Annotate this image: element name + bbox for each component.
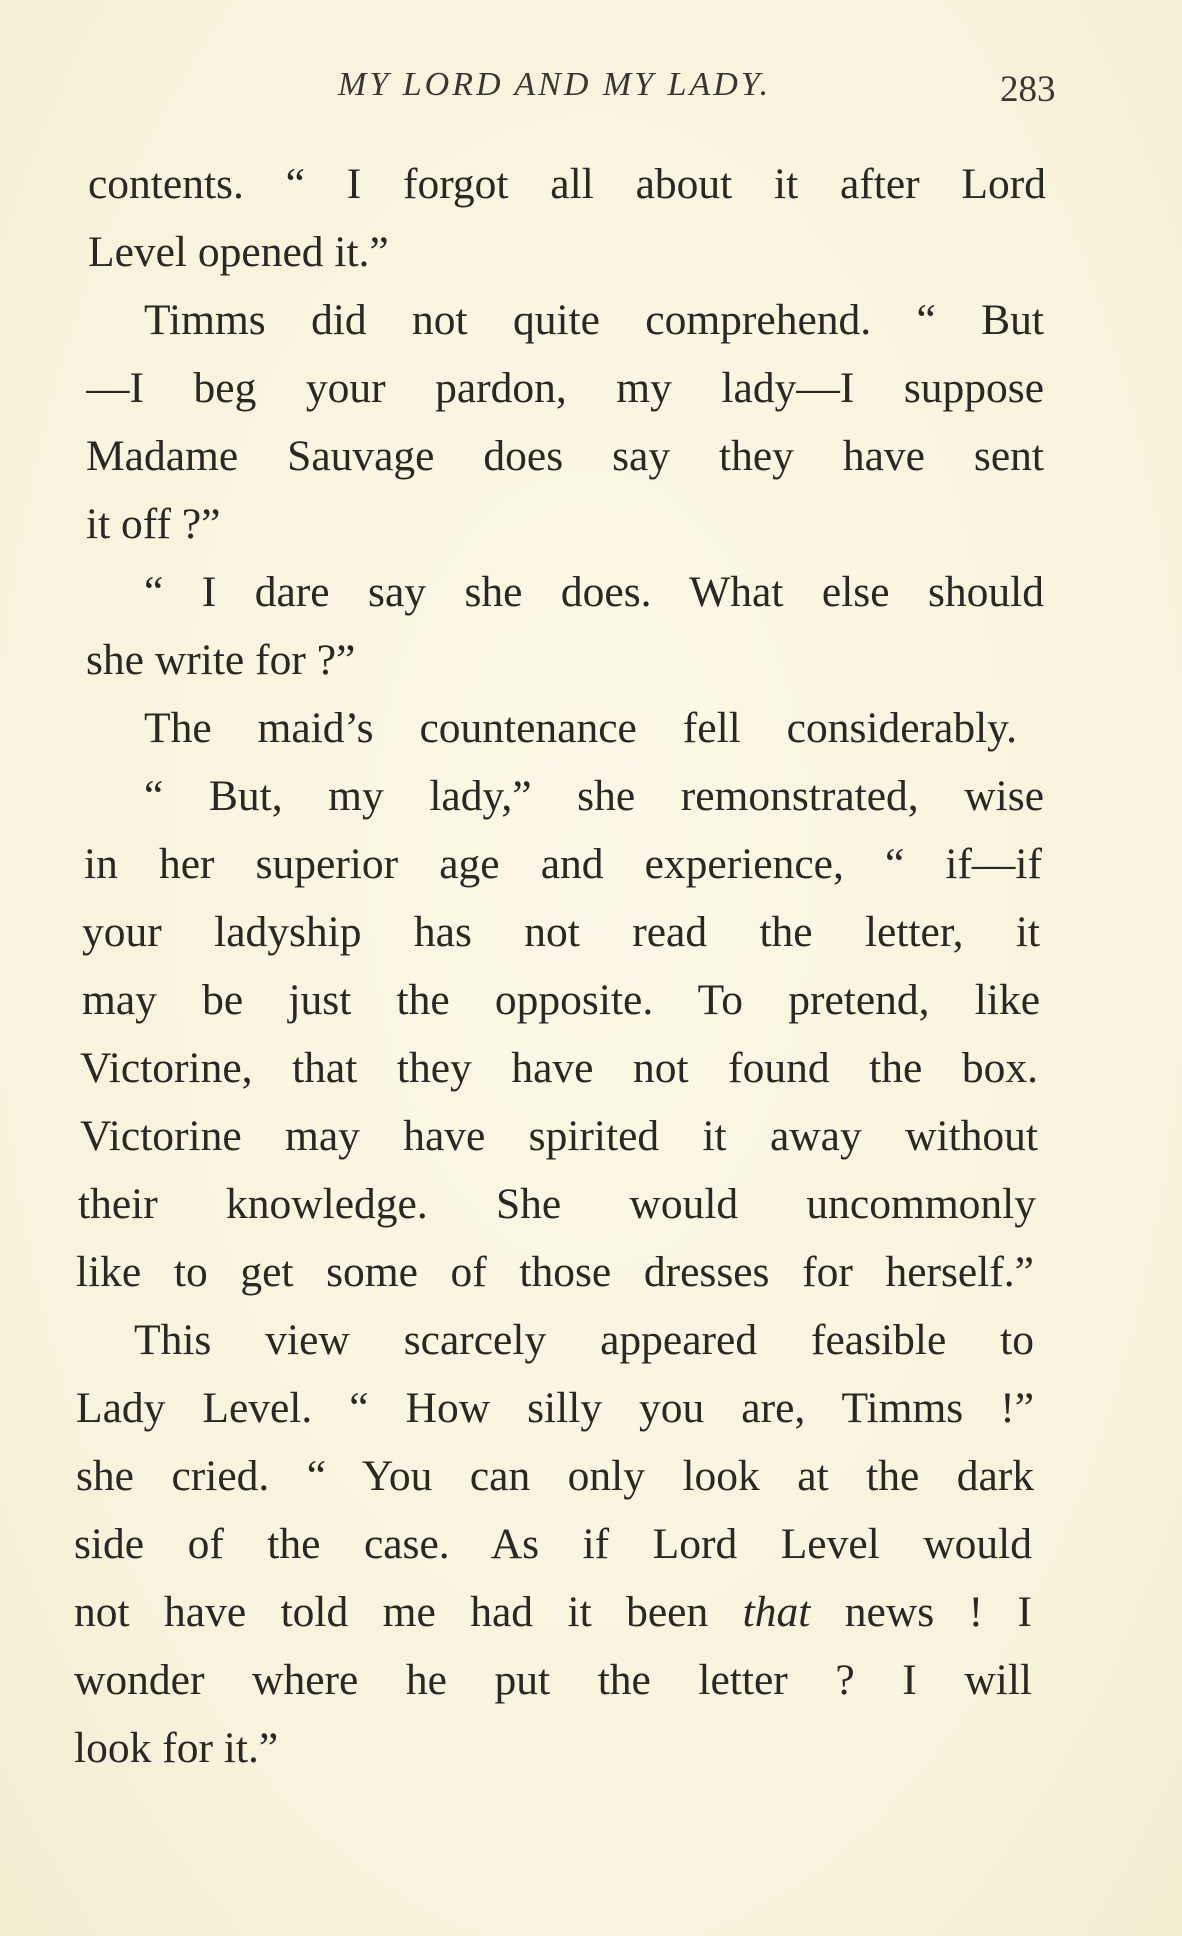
text-line: look for it.”: [74, 1724, 279, 1772]
text-line: contents. “ I forgot all about it after Lord: [88, 160, 1046, 208]
text-line: —I beg your pardon, my lady—I suppose: [86, 364, 1044, 412]
text-line: wonder where he put the letter ? I will: [74, 1656, 1032, 1704]
text-line: Victorine may have spirited it away without: [80, 1112, 1038, 1160]
text-line-with-italic: [74, 1578, 1032, 1646]
text-line: “ But, my lady,” she remonstrated, wise: [144, 772, 1044, 820]
text-line: This view scarcely appeared feasible to: [134, 1316, 1034, 1364]
text-line: your ladyship has not read the letter, it: [82, 908, 1040, 956]
text-line: their knowledge. She would uncommonly: [78, 1180, 1036, 1228]
running-head: [0, 66, 1182, 110]
text-line: Victorine, that they have not found the box.: [80, 1044, 1038, 1092]
text-line-segment: not have told me had it been: [74, 1588, 743, 1636]
text-line: Level opened it.”: [88, 228, 389, 276]
italic-word: that: [742, 1588, 811, 1636]
page-number: 283: [1000, 69, 1056, 110]
text-line: side of the case. As if Lord Level would: [74, 1520, 1032, 1568]
running-title: MY LORD AND MY LADY.: [338, 66, 772, 103]
text-line: The maid’s countenance fell considerably.: [144, 704, 1017, 752]
text-line: “ I dare say she does. What else should: [144, 568, 1044, 616]
text-line: it off ?”: [86, 500, 221, 548]
text-line: Timms did not quite comprehend. “ But: [144, 296, 1044, 344]
text-line: she write for ?”: [86, 636, 356, 684]
text-line: Madame Sauvage does say they have sent: [86, 432, 1044, 480]
text-line: may be just the opposite. To pretend, like: [82, 976, 1040, 1024]
text-line: she cried. “ You can only look at the dark: [76, 1452, 1034, 1500]
text-line: like to get some of those dresses for herself.”: [76, 1248, 1034, 1296]
text-line: in her superior age and experience, “ if—if: [84, 840, 1042, 888]
text-line-segment: news ! I: [810, 1588, 1032, 1636]
text-line: Lady Level. “ How silly you are, Timms !”: [76, 1384, 1034, 1432]
